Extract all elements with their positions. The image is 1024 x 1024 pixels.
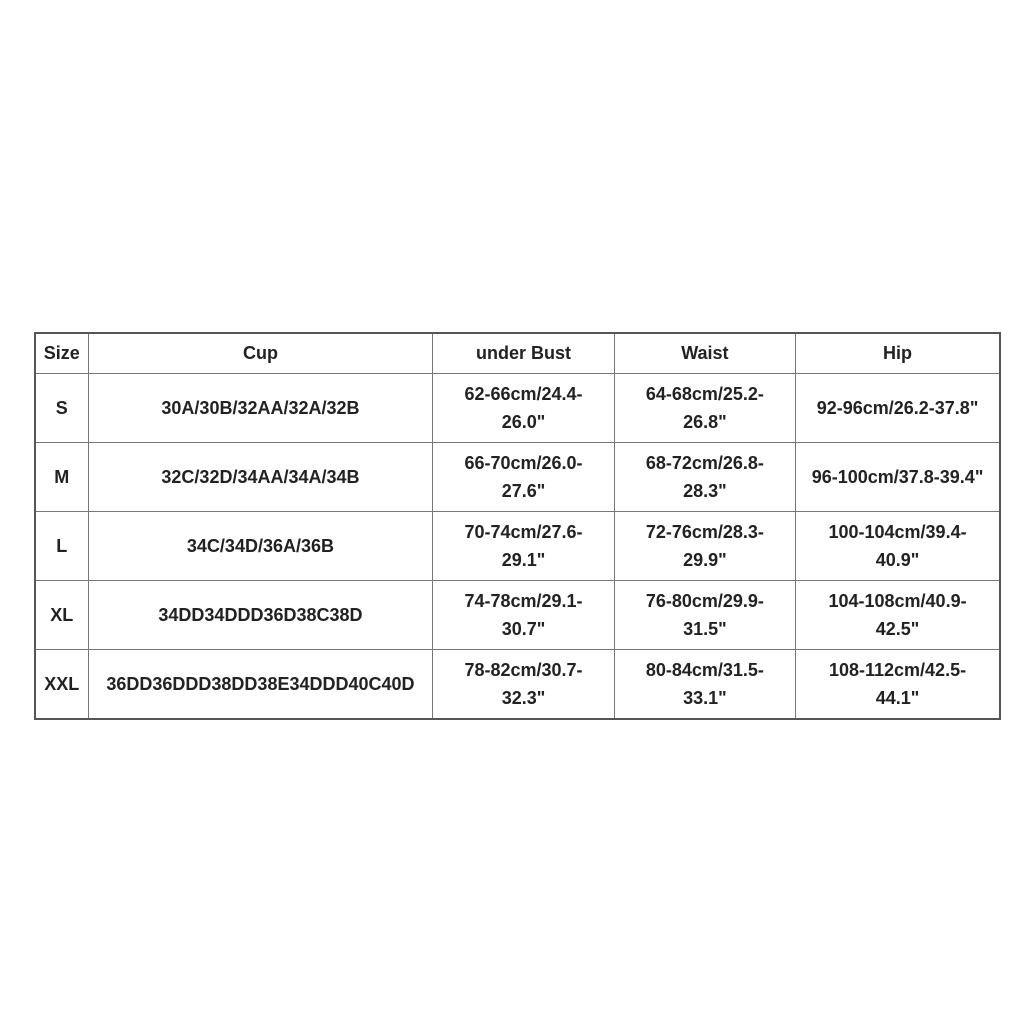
under-bust-cell: 78-82cm/30.7- 32.3" — [433, 649, 614, 719]
waist-cell: 80-84cm/31.5- 33.1" — [614, 649, 795, 719]
cup-cell: 30A/30B/32AA/32A/32B — [88, 373, 433, 442]
header-waist: Waist — [614, 333, 795, 373]
waist-cell: 72-76cm/28.3- 29.9" — [614, 511, 795, 580]
header-hip: Hip — [796, 333, 1000, 373]
cup-cell: 36DD36DDD38DD38E34DDD40C40D — [88, 649, 433, 719]
hip-cell: 100-104cm/39.4- 40.9" — [796, 511, 1000, 580]
size-cell: XL — [35, 580, 88, 649]
under-bust-cell: 74-78cm/29.1- 30.7" — [433, 580, 614, 649]
cup-cell: 34C/34D/36A/36B — [88, 511, 433, 580]
under-bust-cell: 70-74cm/27.6- 29.1" — [433, 511, 614, 580]
header-under-bust: under Bust — [433, 333, 614, 373]
waist-cell: 68-72cm/26.8- 28.3" — [614, 442, 795, 511]
table-row — [35, 373, 1000, 442]
waist-cell: 64-68cm/25.2- 26.8" — [614, 373, 795, 442]
hip-cell: 96-100cm/37.8-39.4" — [796, 442, 1000, 511]
under-bust-cell: 62-66cm/24.4- 26.0" — [433, 373, 614, 442]
under-bust-cell: 66-70cm/26.0- 27.6" — [433, 442, 614, 511]
table-row — [35, 442, 1000, 511]
header-cup: Cup — [88, 333, 433, 373]
cup-cell: 32C/32D/34AA/34A/34B — [88, 442, 433, 511]
hip-cell: 92-96cm/26.2-37.8" — [796, 373, 1000, 442]
cup-cell: 34DD34DDD36D38C38D — [88, 580, 433, 649]
size-cell: S — [35, 373, 88, 442]
size-cell: L — [35, 511, 88, 580]
table-row — [35, 649, 1000, 719]
size-cell: XXL — [35, 649, 88, 719]
table-header-row — [35, 333, 1000, 373]
size-chart-table — [34, 332, 1001, 720]
size-cell: M — [35, 442, 88, 511]
waist-cell: 76-80cm/29.9- 31.5" — [614, 580, 795, 649]
hip-cell: 104-108cm/40.9- 42.5" — [796, 580, 1000, 649]
table-row — [35, 511, 1000, 580]
header-size: Size — [35, 333, 88, 373]
hip-cell: 108-112cm/42.5- 44.1" — [796, 649, 1000, 719]
table-row — [35, 580, 1000, 649]
